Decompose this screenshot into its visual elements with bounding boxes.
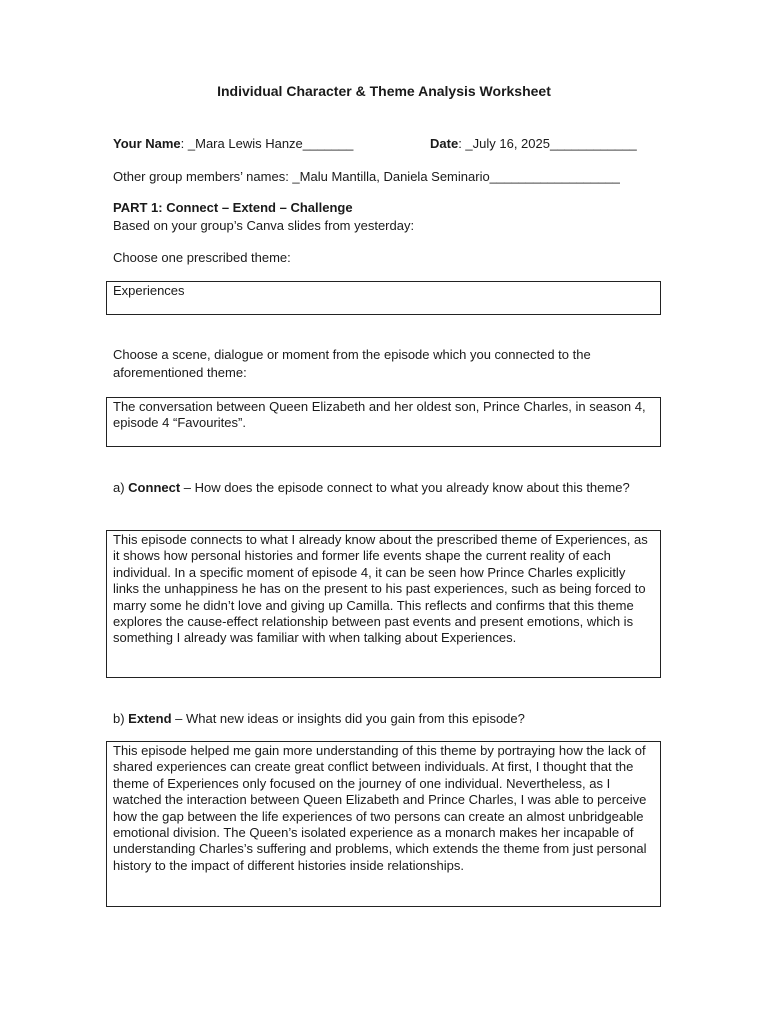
extend-question-text: – What new ideas or insights did you gain from this episode? — [171, 711, 525, 726]
name-value: : _Mara Lewis Hanze_______ — [180, 136, 354, 151]
group-members: Other group members’ names: _Malu Mantilla, Daniela Seminario__________________ — [113, 169, 620, 184]
connect-question — [113, 479, 633, 497]
extend-answer-box — [106, 741, 661, 907]
theme-answer: Experiences — [113, 283, 185, 298]
scene-prompt: Choose a scene, dialogue or moment from the episode which you connected to the aforementioned theme: — [113, 347, 591, 380]
extend-question — [113, 710, 525, 728]
extend-label: Extend — [128, 711, 172, 726]
date-label: Date — [430, 136, 459, 151]
page-title: Individual Character & Theme Analysis Worksheet — [217, 83, 551, 99]
name-field — [113, 135, 353, 153]
scene-answer: The conversation between Queen Elizabeth and her oldest son, Prince Charles, in season 4, episode 4 “Favourites”. — [113, 399, 646, 431]
part1-subheading: Based on your group’s Canva slides from yesterday: — [113, 218, 415, 233]
connect-question-text: – How does the episode connect to what you already know about this theme? — [180, 480, 630, 495]
extend-answer: This episode helped me gain more understanding of this theme by portraying how the lack of shared experiences can create great conflict between individuals. At first, I thought that the theme of Experiences only focused on the journey of one individual. Nevertheless, as I watched the interaction between Queen Elizabeth and Prince Charles, I was able to perceive how the gap between the life experiences of two persons can create an almost unbridgeable emotional division. The Queen’s isolated experience as a monarch makes her incapable of understanding Charles’s suffering and problems, which extends the theme from just personal history to the impact of different histories inside relationships. — [113, 743, 647, 873]
connect-answer-box — [106, 530, 661, 678]
theme-prompt: Choose one prescribed theme: — [113, 250, 291, 265]
connect-label: Connect — [128, 480, 181, 495]
connect-letter: a) — [113, 480, 129, 495]
extend-letter: b) — [113, 711, 129, 726]
part1-heading: PART 1: Connect – Extend – Challenge — [113, 200, 353, 215]
scene-answer-box — [106, 397, 661, 447]
date-value: : _July 16, 2025____________ — [458, 136, 637, 151]
date-field — [430, 135, 637, 153]
connect-answer: This episode connects to what I already know about the prescribed theme of Experiences, as it shows how personal histories and former life events shape the current reality of each individual. In a specific moment of episode 4, it can be seen how Prince Charles explicitly links the unhappiness he has on the present to his past experiences, such as being forced to marry some he didn’t love and giving up Camilla. This reflects and confirms that this theme explores the cause-effect relationship between past events and present emotions, which is something I already was familiar with when talking about Experiences. — [113, 532, 648, 646]
name-label: Your Name — [113, 136, 181, 151]
theme-answer-box — [106, 281, 661, 315]
